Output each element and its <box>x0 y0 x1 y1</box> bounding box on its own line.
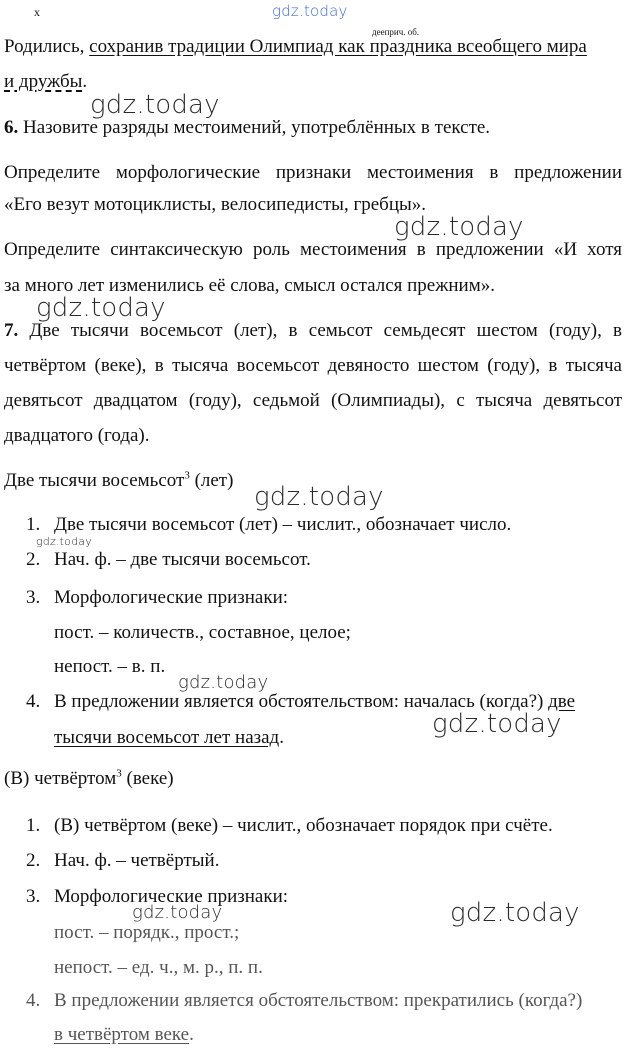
watermark-7: gdz.today <box>432 709 562 739</box>
task6-p2-line2: за много лет изменились её слова, смысл остался прежним». <box>4 275 495 296</box>
task7-line2: четвёртом (веке), в тысяча восемьсот девяносто шестом (году), в тысяча <box>4 355 622 376</box>
task7-line4: двадцатого (года). <box>4 425 150 446</box>
analysis1-heading-tail: (лет) <box>189 470 234 491</box>
watermark-top: gdz.today <box>272 2 348 20</box>
analysis1-item4-lead: В предложении является обстоятельством: началась (когда?) <box>54 691 549 712</box>
watermark-2: gdz.today <box>394 212 524 242</box>
analysis1-item2-num: 2. <box>26 549 41 570</box>
watermark-8: gdz.today <box>132 902 223 923</box>
analysis1-heading <box>4 470 233 492</box>
analysis1-heading-text: Две тысячи восемьсот <box>4 470 185 491</box>
analysis1-item1: Две тысячи восемьсот (лет) – числит., обозначает число. <box>54 514 512 535</box>
analysis1-item1-num: 1. <box>26 514 41 535</box>
analysis1-item4-ul1: две <box>548 691 576 712</box>
analysis1-item4-num: 4. <box>26 691 41 712</box>
intro-tail: . <box>82 71 88 92</box>
analysis2-const: пост. – порядк., прост.; <box>54 922 240 943</box>
analysis1-sup: 3 <box>184 469 190 482</box>
analysis1-item3: Морфологические признаки: <box>54 587 289 608</box>
analysis2-item3-num: 3. <box>26 886 41 907</box>
analysis2-item1: (В) четвёртом (веке) – числит., обозначает порядок при счёте. <box>54 815 553 836</box>
analysis2-sup: 3 <box>116 767 122 780</box>
task7-line3: девятьсот двадцатом (году), седьмой (Олимпиады), с тысяча девятьсот <box>4 390 622 411</box>
analysis2-item2: Нач. ф. – четвёртый. <box>54 850 220 871</box>
analysis1-item4-ul2: тысячи восемьсот лет назад <box>54 727 280 748</box>
intro-underlined-1: сохранив традиции Олимпиад как праздника всеобщего мира <box>89 36 587 57</box>
analysis2-item4-num: 4. <box>26 990 41 1011</box>
watermark-9: gdz.today <box>450 898 580 928</box>
analysis1-item4-line2 <box>54 727 284 749</box>
task6-number: 6. <box>4 117 19 138</box>
analysis2-item4-line2 <box>54 1024 194 1046</box>
task7-number: 7. <box>4 320 19 341</box>
analysis2-item1-num: 1. <box>26 815 41 836</box>
watermark-1: gdz.today <box>90 90 220 120</box>
analysis2-item3: Морфологические признаки: <box>54 886 289 907</box>
analysis2-nonconst: непост. – ед. ч., м. р., п. п. <box>54 957 263 978</box>
corner-mark: х <box>34 5 40 19</box>
intro-line-1 <box>4 36 587 58</box>
analysis2-item4-tail: . <box>189 1024 194 1045</box>
intro-line-2 <box>4 71 87 93</box>
analysis1-item3-num: 3. <box>26 587 41 608</box>
analysis2-item2-num: 2. <box>26 850 41 871</box>
analysis1-item4-tail: . <box>279 727 284 748</box>
watermark-4: gdz.today <box>254 482 384 512</box>
task6-p1-line2: «Его везут мотоциклисты, велосипедисты, гребцы». <box>4 194 427 215</box>
task6-title <box>4 117 490 139</box>
analysis2-item4-line1: В предложении является обстоятельством: прекратились (когда?) <box>54 990 583 1011</box>
task6-p2-line1: Определите синтаксическую роль местоимения в предложении «И хотя <box>4 239 622 260</box>
watermark-6: gdz.today <box>178 672 269 693</box>
analysis1-const: пост. – количеств., составное, целое; <box>54 622 351 643</box>
task6-title-text: Назовите разряды местоимений, употреблённых в тексте. <box>18 117 491 138</box>
analysis2-heading <box>4 768 174 790</box>
analysis1-nonconst: непост. – в. п. <box>54 656 166 677</box>
intro-lead: Родились, <box>4 36 90 57</box>
tiny-note: дееприч. об. <box>372 27 420 37</box>
watermark-3: gdz.today <box>36 293 166 323</box>
analysis2-heading-text: (В) четвёртом <box>4 768 117 789</box>
task7-line1 <box>4 320 622 342</box>
analysis1-item2: Нач. ф. – две тысячи восемьсот. <box>54 549 311 570</box>
task6-p1-line1: Определите морфологические признаки местоимения в предложении <box>4 162 622 183</box>
intro-underlined-2: и дружбы <box>4 71 83 92</box>
watermark-5: gdz.today <box>36 535 92 548</box>
analysis2-heading-tail: (веке) <box>121 768 174 789</box>
task7-line1-text: Две тысячи восемьсот (лет), в семьсот семьдесят шестом (году), в <box>18 320 622 341</box>
analysis2-item4-ul: в четвёртом веке <box>54 1024 190 1045</box>
